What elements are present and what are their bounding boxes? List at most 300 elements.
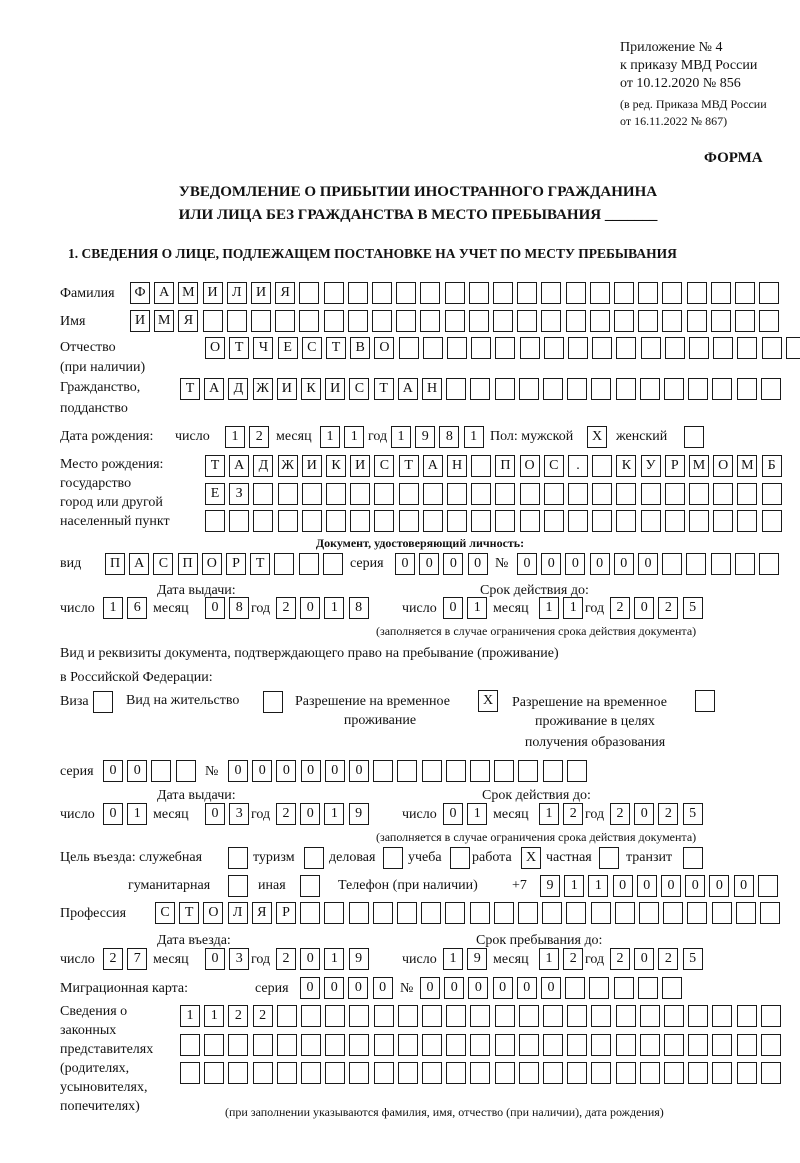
- form-cell[interactable]: [422, 760, 442, 782]
- form-cell[interactable]: [568, 337, 588, 359]
- form-cell[interactable]: [349, 1034, 369, 1056]
- form-cell[interactable]: [374, 510, 394, 532]
- form-cell[interactable]: [228, 847, 248, 869]
- form-cell[interactable]: В: [350, 337, 370, 359]
- form-cell[interactable]: А: [129, 553, 149, 575]
- form-cell[interactable]: [761, 1062, 781, 1084]
- form-cell[interactable]: 0: [325, 760, 345, 782]
- form-cell[interactable]: 2: [276, 948, 296, 970]
- form-cell[interactable]: 9: [349, 948, 369, 970]
- form-cell[interactable]: [450, 847, 470, 869]
- form-cell[interactable]: [590, 310, 610, 332]
- form-cell[interactable]: 0: [661, 875, 681, 897]
- form-cell[interactable]: [253, 510, 273, 532]
- form-cell[interactable]: [520, 337, 540, 359]
- form-cell[interactable]: [299, 553, 319, 575]
- form-cell[interactable]: [544, 337, 564, 359]
- form-cell[interactable]: [278, 510, 298, 532]
- form-cell[interactable]: 0: [634, 597, 654, 619]
- form-cell[interactable]: А: [229, 455, 249, 477]
- form-cell[interactable]: [761, 1034, 781, 1056]
- form-cell[interactable]: 9: [415, 426, 435, 448]
- form-cell[interactable]: [762, 483, 782, 505]
- form-cell[interactable]: С: [349, 378, 369, 400]
- form-cell[interactable]: [616, 510, 636, 532]
- form-cell[interactable]: [469, 282, 489, 304]
- form-cell[interactable]: 1: [467, 597, 487, 619]
- form-cell[interactable]: [640, 1062, 660, 1084]
- form-cell[interactable]: 1: [539, 597, 559, 619]
- form-cell[interactable]: [760, 902, 780, 924]
- form-cell[interactable]: [543, 378, 563, 400]
- form-cell[interactable]: [759, 553, 779, 575]
- form-cell[interactable]: [519, 378, 539, 400]
- form-cell[interactable]: [278, 483, 298, 505]
- form-cell[interactable]: [471, 483, 491, 505]
- form-cell[interactable]: К: [326, 455, 346, 477]
- form-cell[interactable]: [684, 426, 704, 448]
- form-cell[interactable]: [568, 483, 588, 505]
- form-cell[interactable]: Т: [229, 337, 249, 359]
- form-cell[interactable]: [737, 378, 757, 400]
- form-cell[interactable]: [518, 902, 538, 924]
- form-cell[interactable]: [591, 378, 611, 400]
- form-cell[interactable]: [616, 1005, 636, 1027]
- form-cell[interactable]: [662, 310, 682, 332]
- form-cell[interactable]: [711, 310, 731, 332]
- form-cell[interactable]: И: [130, 310, 150, 332]
- form-cell[interactable]: [494, 902, 514, 924]
- form-cell[interactable]: [664, 378, 684, 400]
- form-cell[interactable]: [445, 282, 465, 304]
- form-cell[interactable]: [689, 483, 709, 505]
- form-cell[interactable]: [592, 455, 612, 477]
- form-cell[interactable]: 0: [349, 760, 369, 782]
- form-cell[interactable]: 1: [588, 875, 608, 897]
- form-cell[interactable]: [349, 1005, 369, 1027]
- form-cell[interactable]: 8: [439, 426, 459, 448]
- form-cell[interactable]: [662, 977, 682, 999]
- form-cell[interactable]: Н: [422, 378, 442, 400]
- form-cell[interactable]: [762, 510, 782, 532]
- form-cell[interactable]: С: [544, 455, 564, 477]
- form-cell[interactable]: [301, 1034, 321, 1056]
- form-cell[interactable]: [566, 282, 586, 304]
- form-cell[interactable]: [712, 1034, 732, 1056]
- form-cell[interactable]: 0: [420, 977, 440, 999]
- form-cell[interactable]: [374, 1034, 394, 1056]
- form-cell[interactable]: [688, 1062, 708, 1084]
- form-cell[interactable]: [251, 310, 271, 332]
- form-cell[interactable]: И: [302, 455, 322, 477]
- form-cell[interactable]: [616, 1062, 636, 1084]
- form-cell[interactable]: [372, 310, 392, 332]
- form-cell[interactable]: [228, 875, 248, 897]
- form-cell[interactable]: 3: [229, 803, 249, 825]
- form-cell[interactable]: [374, 483, 394, 505]
- form-cell[interactable]: Т: [326, 337, 346, 359]
- form-cell[interactable]: М: [737, 455, 757, 477]
- form-cell[interactable]: [324, 902, 344, 924]
- form-cell[interactable]: [737, 483, 757, 505]
- form-cell[interactable]: [567, 760, 587, 782]
- form-cell[interactable]: [638, 282, 658, 304]
- form-cell[interactable]: [736, 902, 756, 924]
- form-cell[interactable]: 1: [204, 1005, 224, 1027]
- form-cell[interactable]: 1: [324, 948, 344, 970]
- form-cell[interactable]: П: [495, 455, 515, 477]
- form-cell[interactable]: А: [423, 455, 443, 477]
- form-cell[interactable]: [614, 977, 634, 999]
- form-cell[interactable]: [374, 1062, 394, 1084]
- form-cell[interactable]: И: [277, 378, 297, 400]
- form-cell[interactable]: Р: [226, 553, 246, 575]
- form-cell[interactable]: [396, 282, 416, 304]
- form-cell[interactable]: [737, 1034, 757, 1056]
- form-cell[interactable]: 0: [443, 553, 463, 575]
- form-cell[interactable]: 0: [590, 553, 610, 575]
- form-cell[interactable]: [495, 1005, 515, 1027]
- form-cell[interactable]: [543, 1034, 563, 1056]
- form-cell[interactable]: Я: [178, 310, 198, 332]
- form-cell[interactable]: [616, 378, 636, 400]
- form-cell[interactable]: [422, 1005, 442, 1027]
- form-cell[interactable]: Я: [275, 282, 295, 304]
- form-cell[interactable]: О: [713, 455, 733, 477]
- form-cell[interactable]: 0: [493, 977, 513, 999]
- form-cell[interactable]: [493, 282, 513, 304]
- form-cell[interactable]: 0: [205, 948, 225, 970]
- form-cell[interactable]: 0: [373, 977, 393, 999]
- form-cell[interactable]: 0: [468, 977, 488, 999]
- form-cell[interactable]: К: [616, 455, 636, 477]
- form-cell[interactable]: 1: [443, 948, 463, 970]
- form-cell[interactable]: 0: [103, 803, 123, 825]
- form-cell[interactable]: [204, 1062, 224, 1084]
- form-cell[interactable]: [712, 378, 732, 400]
- form-cell[interactable]: [326, 510, 346, 532]
- form-cell[interactable]: 1: [539, 948, 559, 970]
- form-cell[interactable]: [663, 902, 683, 924]
- form-cell[interactable]: 0: [127, 760, 147, 782]
- form-cell[interactable]: [493, 310, 513, 332]
- form-cell[interactable]: [447, 337, 467, 359]
- form-cell[interactable]: [519, 1005, 539, 1027]
- form-cell[interactable]: [686, 553, 706, 575]
- form-cell[interactable]: [664, 1062, 684, 1084]
- form-cell[interactable]: [469, 310, 489, 332]
- form-cell[interactable]: Т: [179, 902, 199, 924]
- form-cell[interactable]: [372, 282, 392, 304]
- form-cell[interactable]: 1: [320, 426, 340, 448]
- form-cell[interactable]: [253, 483, 273, 505]
- form-cell[interactable]: [447, 483, 467, 505]
- form-cell[interactable]: [687, 902, 707, 924]
- form-cell[interactable]: [176, 760, 196, 782]
- form-cell[interactable]: [711, 282, 731, 304]
- form-cell[interactable]: [786, 337, 800, 359]
- form-cell[interactable]: 2: [658, 803, 678, 825]
- form-cell[interactable]: С: [155, 902, 175, 924]
- form-cell[interactable]: 0: [517, 553, 537, 575]
- form-cell[interactable]: [494, 760, 514, 782]
- form-cell[interactable]: 2: [276, 597, 296, 619]
- form-cell[interactable]: [349, 1062, 369, 1084]
- form-cell[interactable]: Ж: [278, 455, 298, 477]
- form-cell[interactable]: 8: [349, 597, 369, 619]
- form-cell[interactable]: [638, 977, 658, 999]
- form-cell[interactable]: [641, 510, 661, 532]
- form-cell[interactable]: Е: [278, 337, 298, 359]
- form-cell[interactable]: [517, 282, 537, 304]
- form-cell[interactable]: [300, 902, 320, 924]
- form-cell[interactable]: 2: [276, 803, 296, 825]
- form-cell[interactable]: 1: [563, 597, 583, 619]
- form-cell[interactable]: [299, 310, 319, 332]
- form-cell[interactable]: 0: [734, 875, 754, 897]
- form-cell[interactable]: 1: [127, 803, 147, 825]
- form-cell[interactable]: [687, 282, 707, 304]
- form-cell[interactable]: [263, 691, 283, 713]
- form-cell[interactable]: 1: [324, 803, 344, 825]
- form-cell[interactable]: 0: [301, 760, 321, 782]
- form-cell[interactable]: С: [153, 553, 173, 575]
- form-cell[interactable]: С: [374, 455, 394, 477]
- form-cell[interactable]: [471, 455, 491, 477]
- form-cell[interactable]: [373, 902, 393, 924]
- form-cell[interactable]: [616, 337, 636, 359]
- form-cell[interactable]: [665, 483, 685, 505]
- form-cell[interactable]: [599, 847, 619, 869]
- form-cell[interactable]: [151, 760, 171, 782]
- form-cell[interactable]: [228, 1062, 248, 1084]
- form-cell[interactable]: Т: [180, 378, 200, 400]
- form-cell[interactable]: [495, 337, 515, 359]
- form-cell[interactable]: [423, 337, 443, 359]
- form-cell[interactable]: [445, 310, 465, 332]
- form-cell[interactable]: [712, 902, 732, 924]
- form-cell[interactable]: [543, 1005, 563, 1027]
- form-cell[interactable]: [518, 760, 538, 782]
- form-cell[interactable]: [253, 1034, 273, 1056]
- form-cell[interactable]: [277, 1062, 297, 1084]
- form-cell[interactable]: 0: [565, 553, 585, 575]
- form-cell[interactable]: [326, 483, 346, 505]
- form-cell[interactable]: [665, 510, 685, 532]
- form-cell[interactable]: У: [641, 455, 661, 477]
- form-cell[interactable]: 1: [324, 597, 344, 619]
- form-cell[interactable]: [299, 282, 319, 304]
- form-cell[interactable]: [348, 282, 368, 304]
- form-cell[interactable]: 0: [300, 803, 320, 825]
- form-cell[interactable]: 0: [541, 977, 561, 999]
- form-cell[interactable]: М: [154, 310, 174, 332]
- form-cell[interactable]: [350, 483, 370, 505]
- form-cell[interactable]: [543, 1062, 563, 1084]
- form-cell[interactable]: 1: [225, 426, 245, 448]
- form-cell[interactable]: 1: [467, 803, 487, 825]
- form-cell[interactable]: 2: [253, 1005, 273, 1027]
- form-cell[interactable]: [591, 1005, 611, 1027]
- form-cell[interactable]: [761, 378, 781, 400]
- form-cell[interactable]: [662, 553, 682, 575]
- form-cell[interactable]: 0: [634, 803, 654, 825]
- form-cell[interactable]: [204, 1034, 224, 1056]
- form-cell[interactable]: [228, 1034, 248, 1056]
- form-cell[interactable]: [568, 510, 588, 532]
- form-cell[interactable]: [300, 875, 320, 897]
- form-cell[interactable]: И: [350, 455, 370, 477]
- form-cell[interactable]: 5: [683, 597, 703, 619]
- form-cell[interactable]: [615, 902, 635, 924]
- form-cell[interactable]: 0: [709, 875, 729, 897]
- form-cell[interactable]: О: [374, 337, 394, 359]
- form-cell[interactable]: [277, 1005, 297, 1027]
- form-cell[interactable]: [542, 902, 562, 924]
- form-cell[interactable]: [541, 282, 561, 304]
- form-cell[interactable]: [616, 1034, 636, 1056]
- form-cell[interactable]: [325, 1005, 345, 1027]
- form-cell[interactable]: [664, 1005, 684, 1027]
- form-cell[interactable]: [470, 1062, 490, 1084]
- form-cell[interactable]: [446, 1034, 466, 1056]
- form-cell[interactable]: [688, 1034, 708, 1056]
- form-cell[interactable]: 3: [229, 948, 249, 970]
- form-cell[interactable]: X: [478, 690, 498, 712]
- form-cell[interactable]: [397, 902, 417, 924]
- form-cell[interactable]: [423, 483, 443, 505]
- form-cell[interactable]: 2: [610, 597, 630, 619]
- form-cell[interactable]: [688, 378, 708, 400]
- form-cell[interactable]: Т: [205, 455, 225, 477]
- form-cell[interactable]: [205, 510, 225, 532]
- form-cell[interactable]: [591, 1034, 611, 1056]
- form-cell[interactable]: [495, 1062, 515, 1084]
- form-cell[interactable]: Ф: [130, 282, 150, 304]
- form-cell[interactable]: [566, 902, 586, 924]
- form-cell[interactable]: 0: [252, 760, 272, 782]
- form-cell[interactable]: Т: [399, 455, 419, 477]
- form-cell[interactable]: 9: [349, 803, 369, 825]
- form-cell[interactable]: П: [105, 553, 125, 575]
- form-cell[interactable]: [325, 1034, 345, 1056]
- form-cell[interactable]: [422, 1062, 442, 1084]
- form-cell[interactable]: [302, 510, 322, 532]
- form-cell[interactable]: [274, 553, 294, 575]
- form-cell[interactable]: 0: [419, 553, 439, 575]
- form-cell[interactable]: [641, 483, 661, 505]
- form-cell[interactable]: С: [302, 337, 322, 359]
- form-cell[interactable]: 0: [685, 875, 705, 897]
- form-cell[interactable]: Р: [276, 902, 296, 924]
- form-cell[interactable]: [713, 483, 733, 505]
- form-cell[interactable]: [761, 1005, 781, 1027]
- form-cell[interactable]: 2: [610, 803, 630, 825]
- form-cell[interactable]: Ч: [253, 337, 273, 359]
- form-cell[interactable]: [590, 282, 610, 304]
- form-cell[interactable]: [275, 310, 295, 332]
- form-cell[interactable]: [687, 310, 707, 332]
- form-cell[interactable]: О: [203, 902, 223, 924]
- form-cell[interactable]: З: [229, 483, 249, 505]
- form-cell[interactable]: [446, 1005, 466, 1027]
- form-cell[interactable]: 0: [205, 597, 225, 619]
- form-cell[interactable]: .: [568, 455, 588, 477]
- form-cell[interactable]: [695, 690, 715, 712]
- form-cell[interactable]: М: [178, 282, 198, 304]
- form-cell[interactable]: 5: [683, 803, 703, 825]
- form-cell[interactable]: 0: [444, 977, 464, 999]
- form-cell[interactable]: [592, 510, 612, 532]
- form-cell[interactable]: [640, 1034, 660, 1056]
- form-cell[interactable]: [325, 1062, 345, 1084]
- form-cell[interactable]: [544, 483, 564, 505]
- form-cell[interactable]: Н: [447, 455, 467, 477]
- form-cell[interactable]: [470, 1005, 490, 1027]
- form-cell[interactable]: [446, 1062, 466, 1084]
- form-cell[interactable]: [567, 1005, 587, 1027]
- form-cell[interactable]: 2: [228, 1005, 248, 1027]
- form-cell[interactable]: [758, 875, 778, 897]
- form-cell[interactable]: [446, 378, 466, 400]
- form-cell[interactable]: [520, 483, 540, 505]
- form-cell[interactable]: [517, 310, 537, 332]
- form-cell[interactable]: [420, 310, 440, 332]
- form-cell[interactable]: [398, 1062, 418, 1084]
- form-cell[interactable]: [495, 510, 515, 532]
- form-cell[interactable]: 7: [127, 948, 147, 970]
- form-cell[interactable]: [737, 1062, 757, 1084]
- form-cell[interactable]: А: [204, 378, 224, 400]
- form-cell[interactable]: Ж: [253, 378, 273, 400]
- form-cell[interactable]: [324, 310, 344, 332]
- form-cell[interactable]: 2: [249, 426, 269, 448]
- form-cell[interactable]: [567, 1034, 587, 1056]
- form-cell[interactable]: [253, 1062, 273, 1084]
- form-cell[interactable]: [470, 378, 490, 400]
- form-cell[interactable]: X: [587, 426, 607, 448]
- form-cell[interactable]: [399, 510, 419, 532]
- form-cell[interactable]: 0: [300, 977, 320, 999]
- form-cell[interactable]: 0: [468, 553, 488, 575]
- form-cell[interactable]: [399, 483, 419, 505]
- form-cell[interactable]: [520, 510, 540, 532]
- form-cell[interactable]: Е: [205, 483, 225, 505]
- form-cell[interactable]: [519, 1034, 539, 1056]
- form-cell[interactable]: Б: [762, 455, 782, 477]
- form-cell[interactable]: А: [154, 282, 174, 304]
- form-cell[interactable]: [302, 483, 322, 505]
- form-cell[interactable]: [495, 483, 515, 505]
- form-cell[interactable]: [398, 1005, 418, 1027]
- form-cell[interactable]: 2: [658, 948, 678, 970]
- form-cell[interactable]: [614, 282, 634, 304]
- form-cell[interactable]: 0: [103, 760, 123, 782]
- form-cell[interactable]: [614, 310, 634, 332]
- form-cell[interactable]: 0: [541, 553, 561, 575]
- form-cell[interactable]: [567, 1062, 587, 1084]
- form-cell[interactable]: 0: [443, 597, 463, 619]
- form-cell[interactable]: 0: [205, 803, 225, 825]
- form-cell[interactable]: [398, 1034, 418, 1056]
- form-cell[interactable]: [640, 1005, 660, 1027]
- form-cell[interactable]: [471, 337, 491, 359]
- form-cell[interactable]: [640, 378, 660, 400]
- form-cell[interactable]: [396, 310, 416, 332]
- form-cell[interactable]: [712, 1062, 732, 1084]
- form-cell[interactable]: [180, 1034, 200, 1056]
- form-cell[interactable]: [641, 337, 661, 359]
